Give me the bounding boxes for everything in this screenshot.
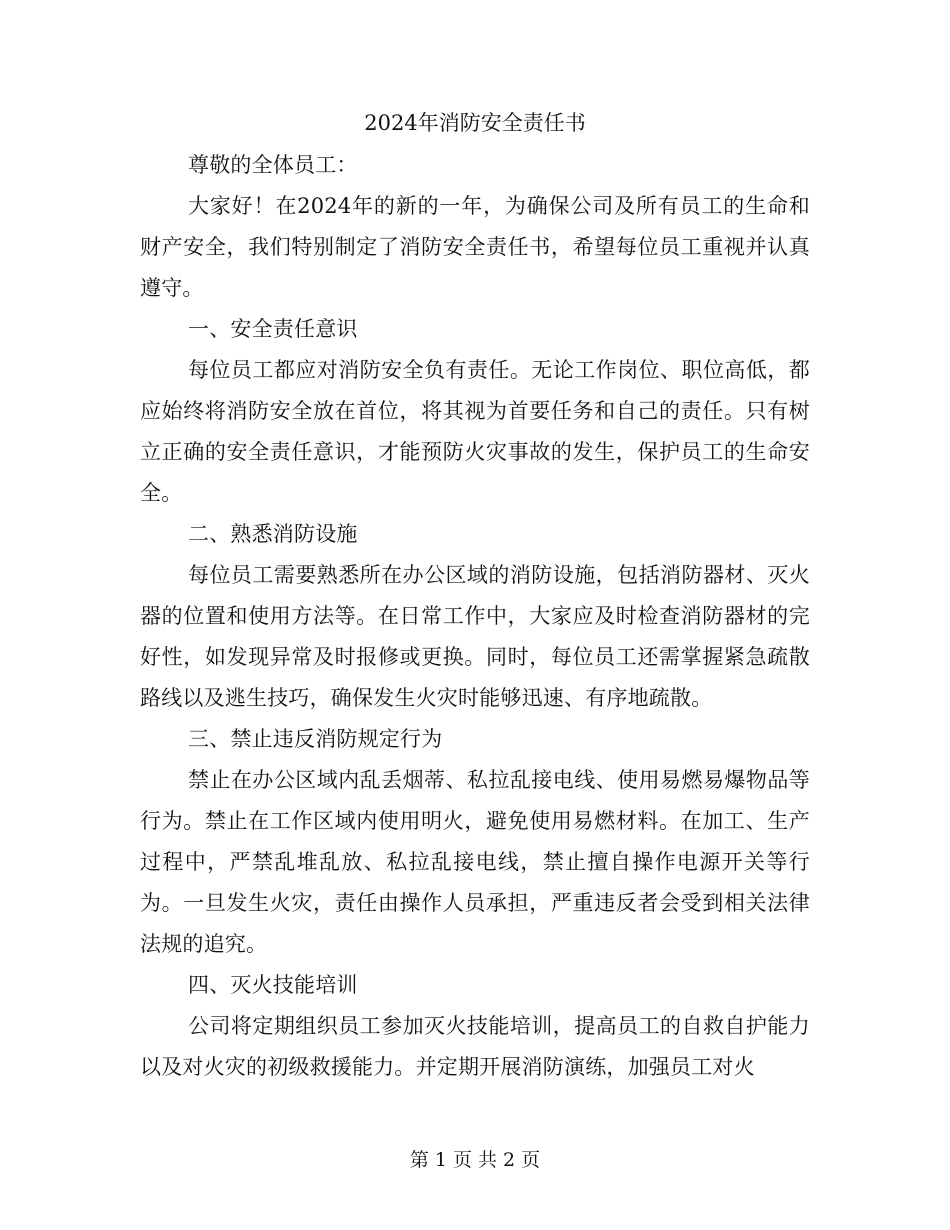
section-paragraph-2: 每位员工需要熟悉所在办公区域的消防设施，包括消防器材、灭火器的位置和使用方法等。在日常工作中，大家应及时检查消防器材的完好性，如发现异常及时报修或更换。同时，每位员工还需掌握紧急疏散路线以及逃生技巧，确保发生火灾时能够迅速、有序地疏散。 xyxy=(140,563,810,710)
salutation: 尊敬的全体员工： xyxy=(188,153,358,177)
document-title: 2024年消防安全责任书 xyxy=(364,111,586,135)
section-heading-4: 四、灭火技能培训 xyxy=(188,973,358,997)
section-heading-1: 一、安全责任意识 xyxy=(188,317,358,341)
document-body xyxy=(140,145,810,1088)
section-paragraph-1: 每位员工都应对消防安全负有责任。无论工作岗位、职位高低，都应始终将消防安全放在首位，将其视为首要任务和自己的责任。只有树立正确的安全责任意识，才能预防火灾事故的发生，保护员工的生命安全。 xyxy=(140,358,810,505)
section-heading-3: 三、禁止违反消防规定行为 xyxy=(188,727,443,751)
page-number-footer: 第 1 页 共 2 页 xyxy=(409,1149,541,1171)
section-paragraph-3: 禁止在办公区域内乱丢烟蒂、私拉乱接电线、使用易燃易爆物品等行为。禁止在工作区域内使用明火，避免使用易燃材料。在加工、生产过程中，严禁乱堆乱放、私拉乱接电线，禁止擅自操作电源开关等行为。一旦发生火灾，责任由操作人员承担，严重违反者会受到相关法律法规的追究。 xyxy=(140,768,810,956)
section-paragraph-4: 公司将定期组织员工参加灭火技能培训，提高员工的自救自护能力以及对火灾的初级救援能力。并定期开展消防演练，加强员工对火 xyxy=(140,1014,810,1079)
section-heading-2: 二、熟悉消防设施 xyxy=(188,522,358,546)
intro-paragraph: 大家好！在2024年的新的一年，为确保公司及所有员工的生命和财产安全，我们特别制定了消防安全责任书，希望每位员工重视并认真遵守。 xyxy=(140,194,810,300)
